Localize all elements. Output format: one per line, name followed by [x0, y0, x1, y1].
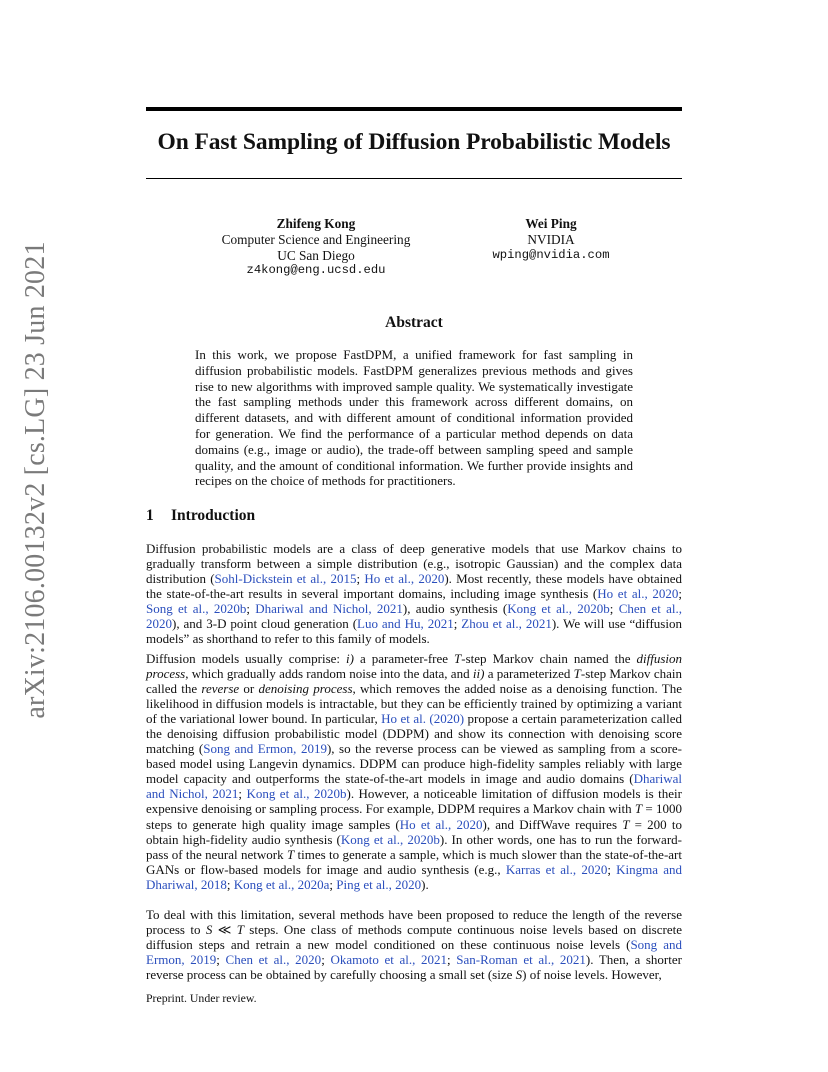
italic-text: T — [286, 846, 295, 862]
citation-link[interactable]: Song and Ermon, 2019 — [146, 937, 683, 968]
italic-text: T — [454, 651, 462, 666]
section-heading — [146, 507, 255, 525]
footer-note: Preprint. Under review. — [146, 991, 257, 1005]
italic-text: T — [573, 666, 581, 682]
italic-text: S — [515, 967, 523, 983]
italic-text: denoising process — [258, 681, 353, 697]
author-affiliation: UC San Diego — [277, 247, 355, 263]
abstract-heading: Abstract — [385, 314, 443, 331]
citation-link[interactable]: Song et al., 2020b — [146, 601, 247, 617]
citation-link[interactable]: Song and Ermon, 2019 — [203, 741, 327, 757]
intro-paragraph-1: Diffusion probabilistic models are a class of deep generative models that use Markov chains to gradually transform between a simple distribution (e.g., isotropic Gaussian) and the complex data distribution (Sohl-Dickstein et al., 2015; Ho et al., 2020). Most recently, these models have obtained the state-of-the-art results in several important domains, including image synthesis (Ho et al., 2020; Song et al., 2020b; Dhariwal and Nichol, 2021), audio synthesis (Kong et al., 2020b; Chen et al., 2020), and 3-D point cloud generation (Luo and Hu, 2021; Zhou et al., 2021). We will use “diffusion models” as shorthand to refer to this family of models. — [146, 541, 682, 647]
section-title: Introduction — [171, 507, 256, 524]
citation-link[interactable]: Zhou et al., 2021 — [461, 616, 552, 632]
abstract-body: In this work, we propose FastDPM, a unified framework for fast sampling in diffusion probabilistic models. FastDPM generalizes previous methods and gives rise to new algorithms with improved sample quality. We systematically investigate the fast sampling methods under this framework across different domains, on different datasets, and with different amount of conditional information provided for generation. We find the performance of a particular method depends on data domains (e.g., image or audio), the trade-off between sampling speed and sample quality, and the amount of conditional information. We further provide insights and recipes on the choice of methods for practitioners. — [195, 347, 633, 489]
arxiv-identifier-stamp: arXiv:2106.00132v2 [cs.LG] 23 Jun 2021 — [20, 241, 51, 719]
italic-text: i) — [346, 651, 354, 666]
author-email: z4kong@eng.ucsd.edu — [246, 263, 386, 278]
title-top-rule — [146, 107, 682, 111]
citation-link[interactable]: Kong et al., 2020b — [246, 786, 347, 802]
citation-link[interactable]: Ho et al., 2020 — [364, 571, 445, 587]
author-affiliation: NVIDIA — [527, 231, 575, 247]
citation-link[interactable]: Kong et al., 2020a — [233, 876, 330, 892]
citation-link[interactable]: Ho et al. (2020) — [381, 711, 465, 727]
citation-link[interactable]: Chen et al., 2020 — [146, 601, 682, 632]
citation-link[interactable]: Kong et al., 2020b — [340, 831, 440, 847]
citation-link[interactable]: Karras et al., 2020 — [505, 861, 608, 877]
author-name: Wei Ping — [525, 216, 577, 231]
citation-link[interactable]: Ping et al., 2020 — [336, 876, 422, 892]
citation-link[interactable]: Chen et al., 2020 — [225, 952, 322, 968]
italic-text: T — [622, 816, 630, 832]
citation-link[interactable]: San-Roman et al., 2021 — [456, 952, 586, 968]
section-number: 1 — [146, 507, 154, 524]
italic-text: T — [634, 801, 643, 817]
intro-paragraph-3: To deal with this limitation, several methods have been proposed to reduce the length of the reverse process to S ≪ T steps. One class of methods compute continuous noise levels based on discrete diffusion steps and retrain a new model conditioned on these continuous noise levels (Song and Ermon, 2019; Chen et al., 2020; Okamoto et al., 2021; San-Roman et al., 2021). Then, a shorter reverse process can be obtained by carefully choosing a small set (size S) of noise levels. However, — [146, 907, 683, 983]
citation-link[interactable]: Sohl-Dickstein et al., 2015 — [214, 571, 357, 587]
citation-link[interactable]: Dhariwal and Nichol, 2021 — [146, 771, 682, 802]
author-block-1 — [200, 216, 432, 279]
citation-link[interactable]: Okamoto et al., 2021 — [330, 952, 448, 968]
paper-title: On Fast Sampling of Diffusion Probabilistic Models — [157, 129, 671, 155]
italic-text: S — [205, 922, 213, 938]
italic-text: T — [236, 922, 244, 938]
author-name: Zhifeng Kong — [276, 216, 356, 231]
italic-text: diffusion process — [146, 651, 682, 682]
citation-link[interactable]: Luo and Hu, 2021 — [357, 616, 454, 632]
author-block-2 — [462, 216, 640, 263]
author-email: wping@nvidia.com — [492, 247, 610, 262]
italic-text: ii) — [472, 666, 485, 682]
title-bottom-rule — [146, 178, 682, 179]
citation-link[interactable]: Ho et al., 2020 — [597, 586, 679, 602]
citation-link[interactable]: Kingma and Dhariwal, 2018 — [146, 861, 682, 892]
author-affiliation: Computer Science and Engineering — [221, 231, 411, 247]
citation-link[interactable]: Kong et al., 2020b — [507, 601, 610, 617]
citation-link[interactable]: Dhariwal and Nichol, 2021 — [255, 601, 403, 617]
intro-paragraph-2: Diffusion models usually comprise: i) a parameter-free T-step Markov chain named the diffusion process, which gradually adds random noise into the data, and ii) a parameterized T-step Markov chain called the reverse or denoising process, which removes the added noise as a denoising function. The likelihood in diffusion models is intractable, but they can be efficiently trained by optimizing a variant of the variational lower bound. In particular, Ho et al. (2020) propose a certain parameterization called the denoising diffusion probabilistic model (DDPM) and show its connection with denoising score matching (Song and Ermon, 2019), so the reverse process can be viewed as sampling from a score-based model using Langevin dynamics. DDPM can produce high-fidelity samples reliably with large model capacity and outperforms the state-of-the-art models in image and audio domains (Dhariwal and Nichol, 2021; Kong et al., 2020b). However, a noticeable limitation of diffusion models is their expensive denoising or sampling process. For example, DDPM requires a Markov chain with T = 1000 steps to generate high quality image samples (Ho et al., 2020), and DiffWave requires T = 200 to obtain high-fidelity audio synthesis (Kong et al., 2020b). In other words, one has to run the forward-pass of the neural network T times to generate a sample, which is much slower than the state-of-the-art GANs or flow-based models for image and audio synthesis (e.g., Karras et al., 2020; Kingma and Dhariwal, 2018; Kong et al., 2020a; Ping et al., 2020). — [146, 651, 683, 892]
citation-link[interactable]: Ho et al., 2020 — [399, 816, 483, 832]
italic-text: reverse — [201, 681, 240, 697]
